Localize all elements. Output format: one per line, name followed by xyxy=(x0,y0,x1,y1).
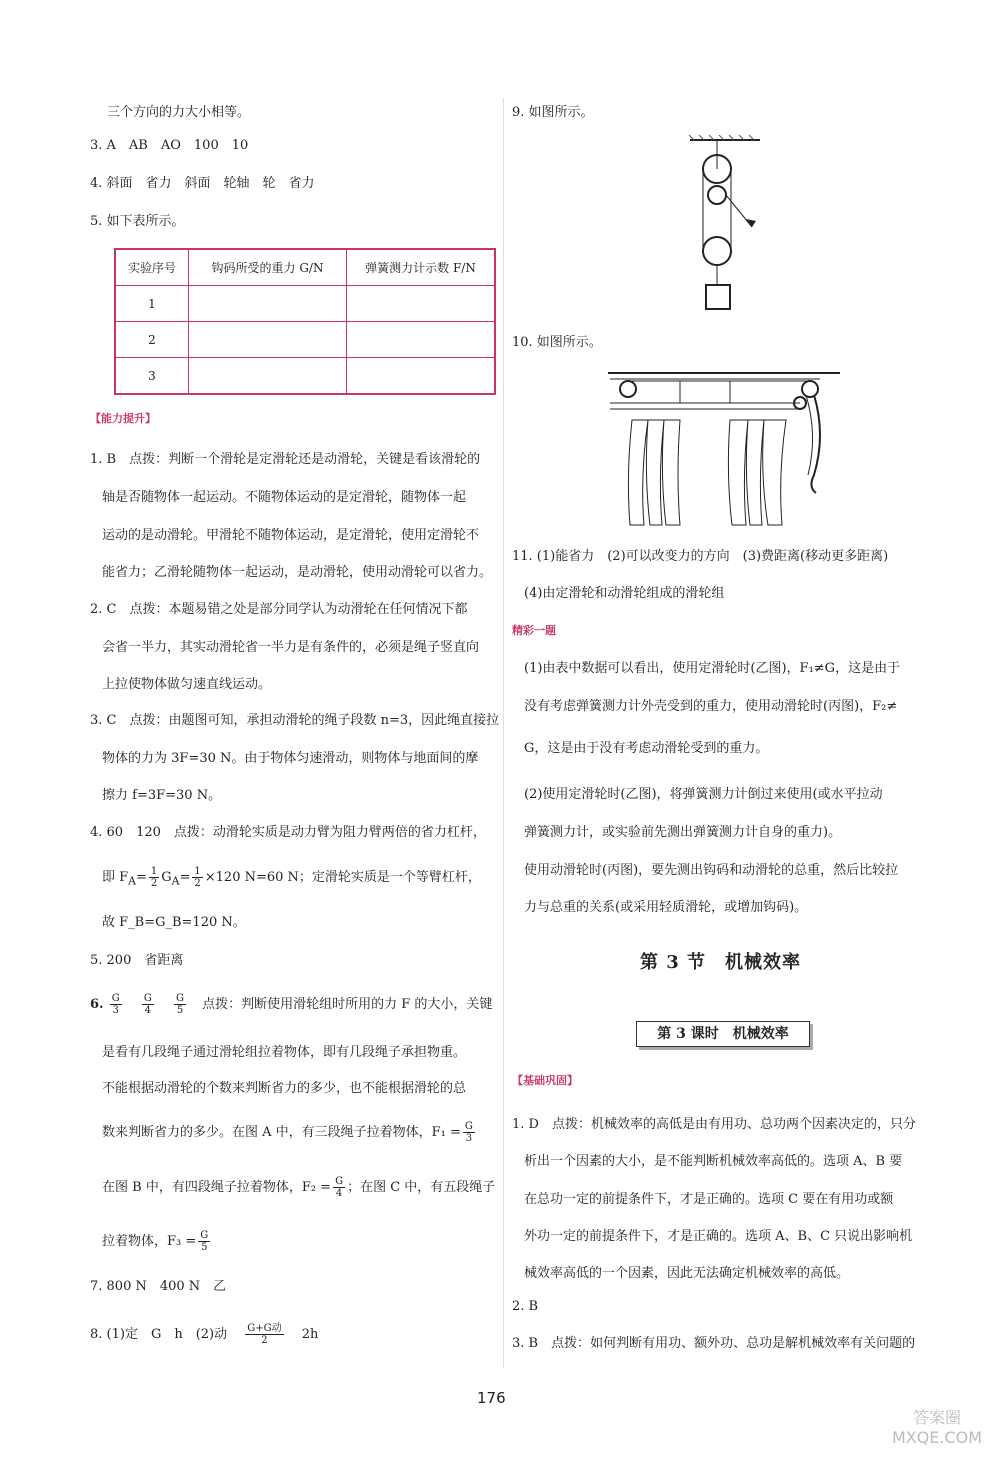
table-header: 实验序号 xyxy=(115,249,189,286)
section-tag: 【能力提升】 xyxy=(90,412,156,425)
text-line: (2)使用定滑轮时(乙图)，将弹簧测力计倒过来使用(或水平拉动 xyxy=(524,787,883,802)
text-line: 3. C 点拨：由题图可知，承担动滑轮的绳子段数 n=3，因此绳直接拉 xyxy=(90,713,500,728)
text-line xyxy=(102,1118,477,1148)
text-line xyxy=(90,990,492,1020)
answer-9: 9. 如图所示。 xyxy=(512,105,594,120)
answer-5: 5. 如下表所示。 xyxy=(90,214,185,229)
text-line: 1. B 点拨：判断一个滑轮是定滑轮还是动滑轮，关键是看该滑轮的 xyxy=(90,452,481,467)
text-line: 5. 200 省距离 xyxy=(90,953,184,968)
text-line: 是看有几段绳子通过滑轮组拉着物体，即有几段绳子承担物重。 xyxy=(102,1045,467,1060)
fraction xyxy=(192,866,202,889)
text-line: 外功一定的前提条件下，才是正确的。选项 A、B、C 只说出影响机 xyxy=(524,1229,913,1244)
denominator: 5 xyxy=(176,1005,184,1016)
fraction xyxy=(245,1323,283,1346)
answer-10: 10. 如图所示。 xyxy=(512,335,602,350)
table-header: 钩码所受的重力 G/N xyxy=(189,249,347,286)
text-line: 物体的力为 3F=30 N。由于物体匀速滑动，则物体与地面间的摩 xyxy=(102,751,479,766)
numerator: G+G动 xyxy=(247,1323,282,1334)
fraction xyxy=(149,866,159,889)
subscript: A xyxy=(128,874,136,888)
answer-4: 4. 斜面 省力 斜面 轮轴 轮 省力 xyxy=(90,176,315,191)
text-line: 械效率高低的一个因素，因此无法确定机械效率的高低。 xyxy=(524,1266,850,1281)
fraction xyxy=(198,1230,210,1253)
numerator: 1 xyxy=(150,866,158,877)
table-cell xyxy=(189,322,347,358)
answer-3: 3. A AB AO 100 10 xyxy=(90,138,249,153)
text-line xyxy=(90,1320,318,1350)
text-line xyxy=(102,1173,495,1203)
text-line xyxy=(102,864,481,896)
fraction xyxy=(174,993,186,1016)
text-line: 4. 60 120 点拨：动滑轮实质是动力臂为阻力臂两倍的省力杠杆， xyxy=(90,825,486,840)
text-fragment: ；在图 C 中，有五段绳子 xyxy=(347,1180,496,1195)
text-fragment: 2h xyxy=(301,1327,319,1342)
text-line: 2. B xyxy=(512,1299,539,1314)
table-cell xyxy=(347,322,496,358)
subscript: A xyxy=(171,874,180,888)
table-header: 弹簧测力计示数 F/N xyxy=(347,249,496,286)
section-tag: 精彩一题 xyxy=(512,624,556,637)
text-line: 不能根据动滑轮的个数来判断省力的多少，也不能根据滑轮的总 xyxy=(102,1081,467,1096)
text-line: 7. 800 N 400 N 乙 xyxy=(90,1279,227,1294)
experiment-table xyxy=(114,248,496,395)
numerator: G xyxy=(335,1176,344,1187)
column-divider xyxy=(503,98,504,1368)
text-line: 1. D 点拨：机械效率的高低是由有用功、总功两个因素决定的，只分 xyxy=(512,1117,916,1132)
numerator: G xyxy=(464,1121,473,1132)
text-line: 没有考虑弹簧测力计外壳受到的重力，使用动滑轮时(丙图)，F₂≠ xyxy=(524,699,898,714)
curtain-pulley-diagram xyxy=(600,365,850,533)
text-line: 故 F_B=G_B=120 N。 xyxy=(102,915,246,930)
text-fragment: G xyxy=(161,870,172,885)
table-row xyxy=(115,358,495,395)
text-line: 轴是否随物体一起运动。不随物体运动的是定滑轮，随物体一起 xyxy=(102,490,467,505)
text-fragment: = xyxy=(179,870,191,885)
table-header-row xyxy=(115,249,495,286)
text-line: 擦力 f=3F=30 N。 xyxy=(102,788,222,803)
text-fragment: 在图 B 中，有四段绳子拉着物体，F₂ = xyxy=(102,1180,332,1195)
text-fragment: 8. (1)定 G h (2)动 xyxy=(90,1327,228,1342)
text-line xyxy=(102,1227,212,1257)
text-line: 能省力；乙滑轮随物体一起运动，是动滑轮，使用动滑轮可以省力。 xyxy=(102,565,493,580)
section-tag: 【基础巩固】 xyxy=(512,1074,578,1087)
text-fragment: 数来判断省力的多少。在图 A 中，有三段绳子拉着物体，F₁ = xyxy=(102,1125,461,1140)
text-line: 上拉使物体做匀速直线运动。 xyxy=(102,677,272,692)
denominator: 2 xyxy=(150,878,158,889)
denominator: 2 xyxy=(194,878,201,889)
denominator: 2 xyxy=(261,1335,268,1346)
numerator: G xyxy=(176,993,184,1004)
text-fragment: 拉着物体，F₃ = xyxy=(102,1234,197,1249)
text-line: G，这是由于没有考虑动滑轮受到的重力。 xyxy=(524,741,769,756)
text-line: 会省一半力，其实动滑轮省一半力是有条件的，必须是绳子竖直向 xyxy=(102,640,480,655)
fraction xyxy=(110,993,122,1016)
text-line: 力与总重的关系(或采用轻质滑轮，或增加钩码)。 xyxy=(524,900,808,915)
table-cell xyxy=(189,286,347,322)
text-fragment: ×120 N=60 N；定滑轮实质是一个等臂杠杆， xyxy=(204,870,481,885)
text-line: 析出一个因素的大小，是不能判断机械效率高低的。选项 A、B 要 xyxy=(524,1154,903,1169)
denominator: 3 xyxy=(112,1005,119,1016)
fraction xyxy=(463,1121,475,1144)
text-line: 三个方向的力大小相等。 xyxy=(107,105,251,120)
table-cell: 1 xyxy=(115,286,189,322)
table-row xyxy=(115,286,495,322)
table-cell: 3 xyxy=(115,358,189,395)
numerator: 1 xyxy=(194,866,201,877)
fraction xyxy=(333,1176,345,1199)
table-cell: 2 xyxy=(115,322,189,358)
page-number: 176 xyxy=(477,1389,506,1407)
text-line: (1)由表中数据可以看出，使用定滑轮时(乙图)，F₁≠G，这是由于 xyxy=(524,661,901,676)
table-cell xyxy=(189,358,347,395)
table-cell xyxy=(347,358,496,395)
text-line: 3. B 点拨：如何判断有用功、额外功、总功是解机械效率有关问题的 xyxy=(512,1336,916,1351)
table-row xyxy=(115,322,495,358)
pulley-diagram xyxy=(680,135,770,315)
text-line: 弹簧测力计，或实验前先测出弹簧测力计自身的重力)。 xyxy=(524,825,842,840)
text-fragment: = xyxy=(135,870,147,885)
text-line: 使用动滑轮时(丙图)，要先测出钩码和动滑轮的总重，然后比较拉 xyxy=(524,863,899,878)
numerator: G xyxy=(143,993,152,1004)
table-cell xyxy=(347,286,496,322)
text-line: 在总功一定的前提条件下，才是正确的。选项 C 要在有用功或额 xyxy=(524,1192,894,1207)
text-line: 2. C 点拨：本题易错之处是部分同学认为动滑轮在任何情况下都 xyxy=(90,602,468,617)
denominator: 4 xyxy=(144,1005,152,1016)
text-line: 运动的是动滑轮。甲滑轮不随物体运动，是定滑轮，使用定滑轮不 xyxy=(102,528,480,543)
text-fragment: 点拨：判断使用滑轮组时所用的力 F 的大小，关键 xyxy=(202,997,493,1012)
section-title: 第 3 节 机械效率 xyxy=(640,952,802,973)
fraction xyxy=(142,993,154,1016)
numerator: G xyxy=(111,993,120,1004)
denominator: 4 xyxy=(335,1188,343,1199)
watermark: 答案圈 MXQE.COM xyxy=(891,1408,983,1447)
lesson-title: 第 3 课时 机械效率 xyxy=(636,1021,810,1047)
denominator: 3 xyxy=(465,1133,473,1144)
text-fragment: 即 F xyxy=(102,870,129,885)
answer-11: 11. (1)能省力 (2)可以改变力的方向 (3)费距离(移动更多距离) xyxy=(512,549,889,564)
denominator: 5 xyxy=(201,1242,208,1253)
numerator: G xyxy=(200,1230,209,1241)
question-number: 6. xyxy=(90,997,104,1012)
text-line: (4)由定滑轮和动滑轮组成的滑轮组 xyxy=(524,586,725,601)
